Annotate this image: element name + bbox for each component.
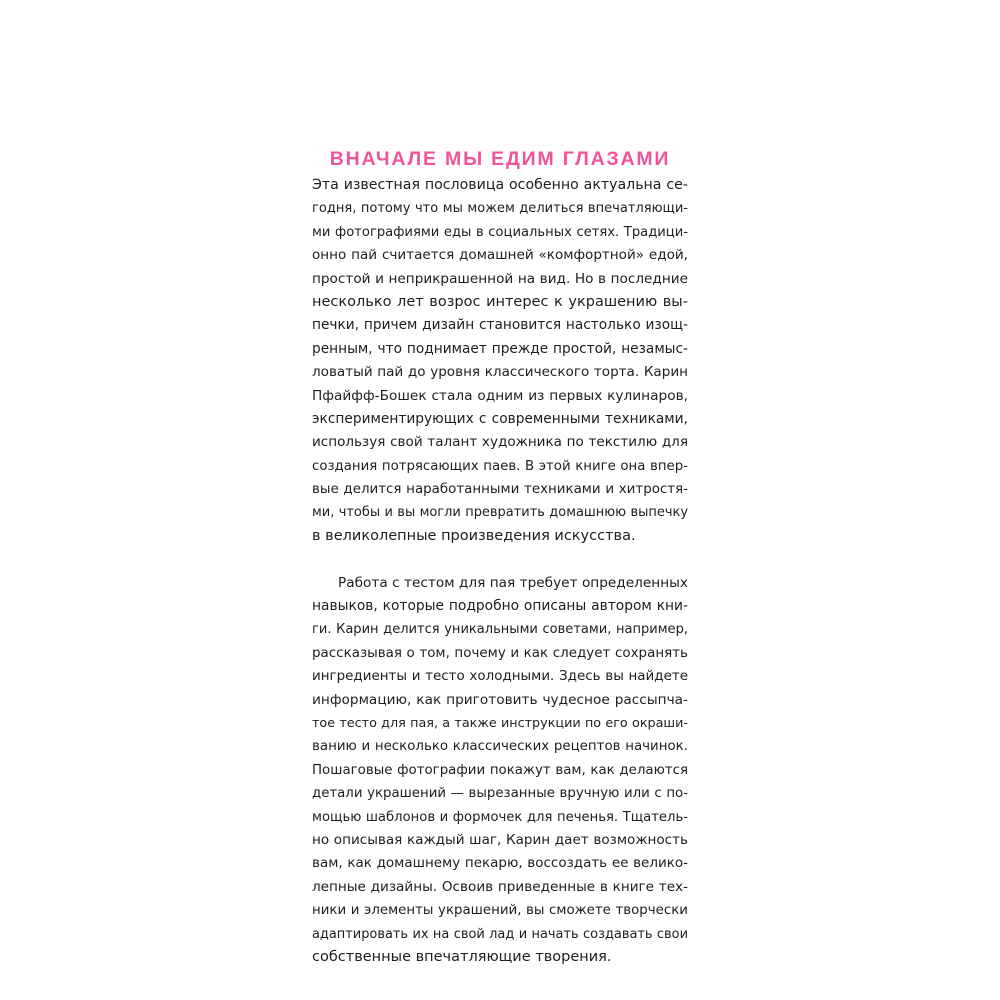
- text-line: собственные впечатляющие творения.: [312, 948, 612, 965]
- text-line: Эта известная пословица особенно актуальна се-: [312, 177, 688, 193]
- section-heading: ВНАЧАЛЕ МЫ ЕДИМ ГЛАЗАМИ: [329, 148, 671, 170]
- text-line: вам, как домашнему пекарю, воссоздать ее велико-: [312, 855, 688, 872]
- text-line: создания потрясающих паев. В этой книге она впер-: [312, 458, 688, 474]
- text-line: Пфайфф-Бошек стала одним из первых кулинаров,: [312, 387, 688, 404]
- text-line: ми, чтобы и вы могли превратить домашнюю выпечку: [312, 505, 688, 521]
- text-line: детали украшений — вырезанные вручную или с по-: [312, 786, 688, 802]
- text-line: ингредиенты и тесто холодными. Здесь вы найдете: [312, 669, 688, 685]
- text-line: ренным, что поднимает прежде простой, незамыс-: [312, 340, 688, 357]
- text-line: ловатый пай до уровня классического торта. Карин: [312, 364, 688, 381]
- text-line: экспериментирующих с современными техниками,: [312, 410, 688, 427]
- text-line: вые делится наработанными техниками и хитростя-: [312, 482, 688, 498]
- paragraph-1: [312, 174, 688, 548]
- text-line: Пошаговые фотографии покажут вам, как делаются: [312, 762, 688, 778]
- text-line: печки, причем дизайн становится настолько изощ-: [312, 317, 688, 334]
- text-line: ми фотографиями еды в социальных сетях. Традици-: [312, 224, 688, 240]
- text-line: несколько лет возрос интерес к украшению вы-: [312, 293, 688, 310]
- text-line: навыков, которые подробно описаны автором кни-: [312, 598, 688, 615]
- text-line: Работа с тестом для пая требует определенных: [338, 574, 688, 591]
- text-line: информацию, как приготовить чудесное рассыпча-: [312, 691, 688, 708]
- text-line: мощью шаблонов и формочек для печенья. Тщатель-: [312, 809, 688, 825]
- text-line: онно пай считается домашней «комфортной» едой,: [312, 247, 688, 264]
- text-line: но описывая каждый шаг, Карин дает возможность: [312, 831, 688, 848]
- text-column: [312, 144, 688, 969]
- text-line: адаптировать их на свой лад и начать создавать свои: [312, 926, 688, 942]
- text-line: используя свой талант художника по текстилю для: [312, 434, 688, 451]
- text-line: годня, потому что мы можем делиться впечатляющи-: [312, 201, 688, 217]
- text-line: ванию и несколько классических рецептов начинок.: [312, 739, 688, 755]
- text-line: в великолепные произведения искусства.: [312, 527, 636, 544]
- text-line: ники и элементы украшений, вы сможете творчески: [312, 903, 688, 919]
- text-line: простой и неприкрашенной на вид. Но в последние: [312, 270, 688, 287]
- paragraph-gap: [312, 548, 688, 571]
- text-line: тое тесто для пая, а также инструкции по его окраши-: [312, 715, 688, 731]
- text-line: рассказывая о том, почему и как следует сохранять: [312, 645, 688, 661]
- paragraph-2: [312, 572, 688, 970]
- text-line: ги. Карин делится уникальными советами, например,: [312, 622, 688, 638]
- text-line: лепные дизайны. Освоив приведенные в книге тех-: [312, 878, 688, 895]
